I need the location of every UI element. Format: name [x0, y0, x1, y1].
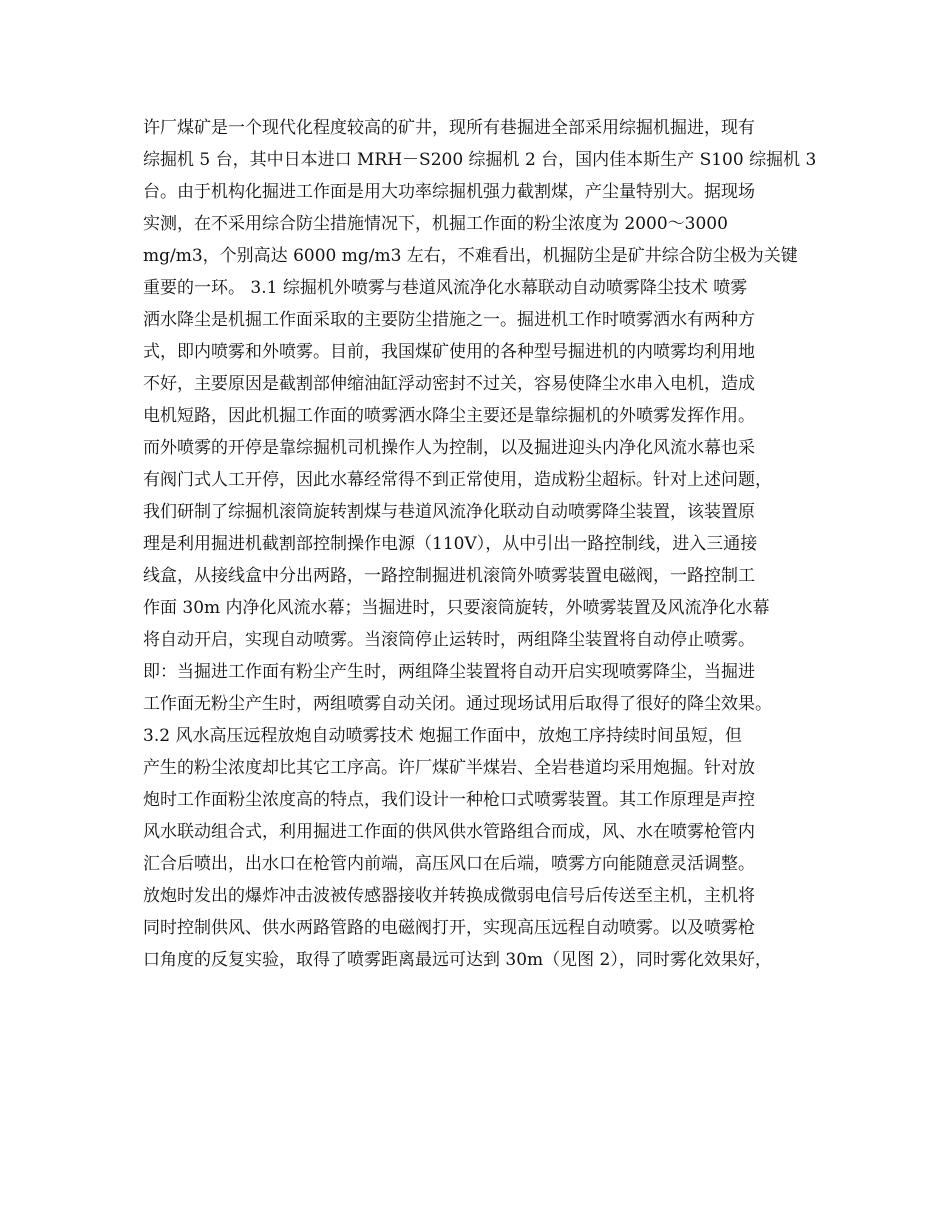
text-line: 将自动开启，实现自动喷雾。当滚筒停止运转时，两组降尘装置将自动停止喷雾。: [143, 630, 755, 650]
text-line: 而外喷雾的开停是靠综掘机司机操作人为控制，以及掘进迎头内净化风流水幕也采: [143, 438, 755, 458]
text-line: 有阀门式人工开停，因此水幕经常得不到正常使用，造成粉尘超标。针对上述问题，: [143, 470, 772, 490]
text-line: 我们研制了综掘机滚筒旋转割煤与巷道风流净化联动自动喷雾降尘装置，该装置原: [143, 502, 755, 522]
text-line: 口角度的反复实验，取得了喷雾距离最远可达到 30m（见图 2），同时雾化效果好，: [143, 950, 772, 970]
text-line: 许厂煤矿是一个现代化程度较高的矿井，现所有巷掘进全部采用综掘机掘进，现有: [143, 118, 755, 138]
text-line: 同时控制供风、供水两路管路的电磁阀打开，实现高压远程自动喷雾。以及喷雾枪: [143, 918, 755, 938]
text-line: 重要的一环。 3.1 综掘机外喷雾与巷道风流净化水幕联动自动喷雾降尘技术 喷雾: [143, 278, 748, 298]
text-line: 式，即内喷雾和外喷雾。目前，我国煤矿使用的各种型号掘进机的内喷雾均利用地: [143, 342, 755, 362]
text-line: 炮时工作面粉尘浓度高的特点，我们设计一种枪口式喷雾装置。其工作原理是声控: [143, 790, 755, 810]
text-line: 理是利用掘进机截割部控制操作电源（110V），从中引出一路控制线，进入三通接: [143, 534, 758, 554]
text-line: 3.2 风水高压远程放炮自动喷雾技术 炮掘工作面中，放炮工序持续时间虽短，但: [143, 726, 742, 746]
text-line: 工作面无粉尘产生时，两组喷雾自动关闭。通过现场试用后取得了很好的降尘效果。: [143, 694, 772, 714]
text-line: 即：当掘进工作面有粉尘产生时，两组降尘装置将自动开启实现喷雾降尘，当掘进: [143, 662, 755, 682]
body-text: [143, 112, 823, 976]
text-line: 电机短路，因此机掘工作面的喷雾洒水降尘主要还是靠综掘机的外喷雾发挥作用。: [143, 406, 755, 426]
text-line: 产生的粉尘浓度却比其它工序高。许厂煤矿半煤岩、全岩巷道均采用炮掘。针对放: [143, 758, 755, 778]
text-line: 洒水降尘是机掘工作面采取的主要防尘措施之一。掘进机工作时喷雾洒水有两种方: [143, 310, 755, 330]
text-line: 综掘机 5 台，其中日本进口 MRH－S200 综掘机 2 台，国内佳本斯生产 S100 综掘机 3: [143, 150, 817, 170]
text-line: 线盒，从接线盒中分出两路，一路控制掘进机滚筒外喷雾装置电磁阀，一路控制工: [143, 566, 755, 586]
text-line: 作面 30m 内净化风流水幕；当掘进时，只要滚筒旋转，外喷雾装置及风流净化水幕: [143, 598, 770, 618]
text-line: 台。由于机构化掘进工作面是用大功率综掘机强力截割煤，产尘量特别大。据现场: [143, 182, 755, 202]
text-line: 风水联动组合式，利用掘进工作面的供风供水管路组合而成，风、水在喷雾枪管内: [143, 822, 755, 842]
text-line: 实测，在不采用综合防尘措施情况下，机掘工作面的粉尘浓度为 2000～3000: [143, 214, 728, 234]
text-line: 放炮时发出的爆炸冲击波被传感器接收并转换成微弱电信号后传送至主机，主机将: [143, 886, 755, 906]
text-line: 不好，主要原因是截割部伸缩油缸浮动密封不过关，容易使降尘水串入电机，造成: [143, 374, 755, 394]
text-line: mg/m3，个别高达 6000 mg/m3 左右，不难看出，机掘防尘是矿井综合防尘极为关键: [143, 246, 798, 266]
text-line: 汇合后喷出，出水口在枪管内前端，高压风口在后端，喷雾方向能随意灵活调整。: [143, 854, 755, 874]
